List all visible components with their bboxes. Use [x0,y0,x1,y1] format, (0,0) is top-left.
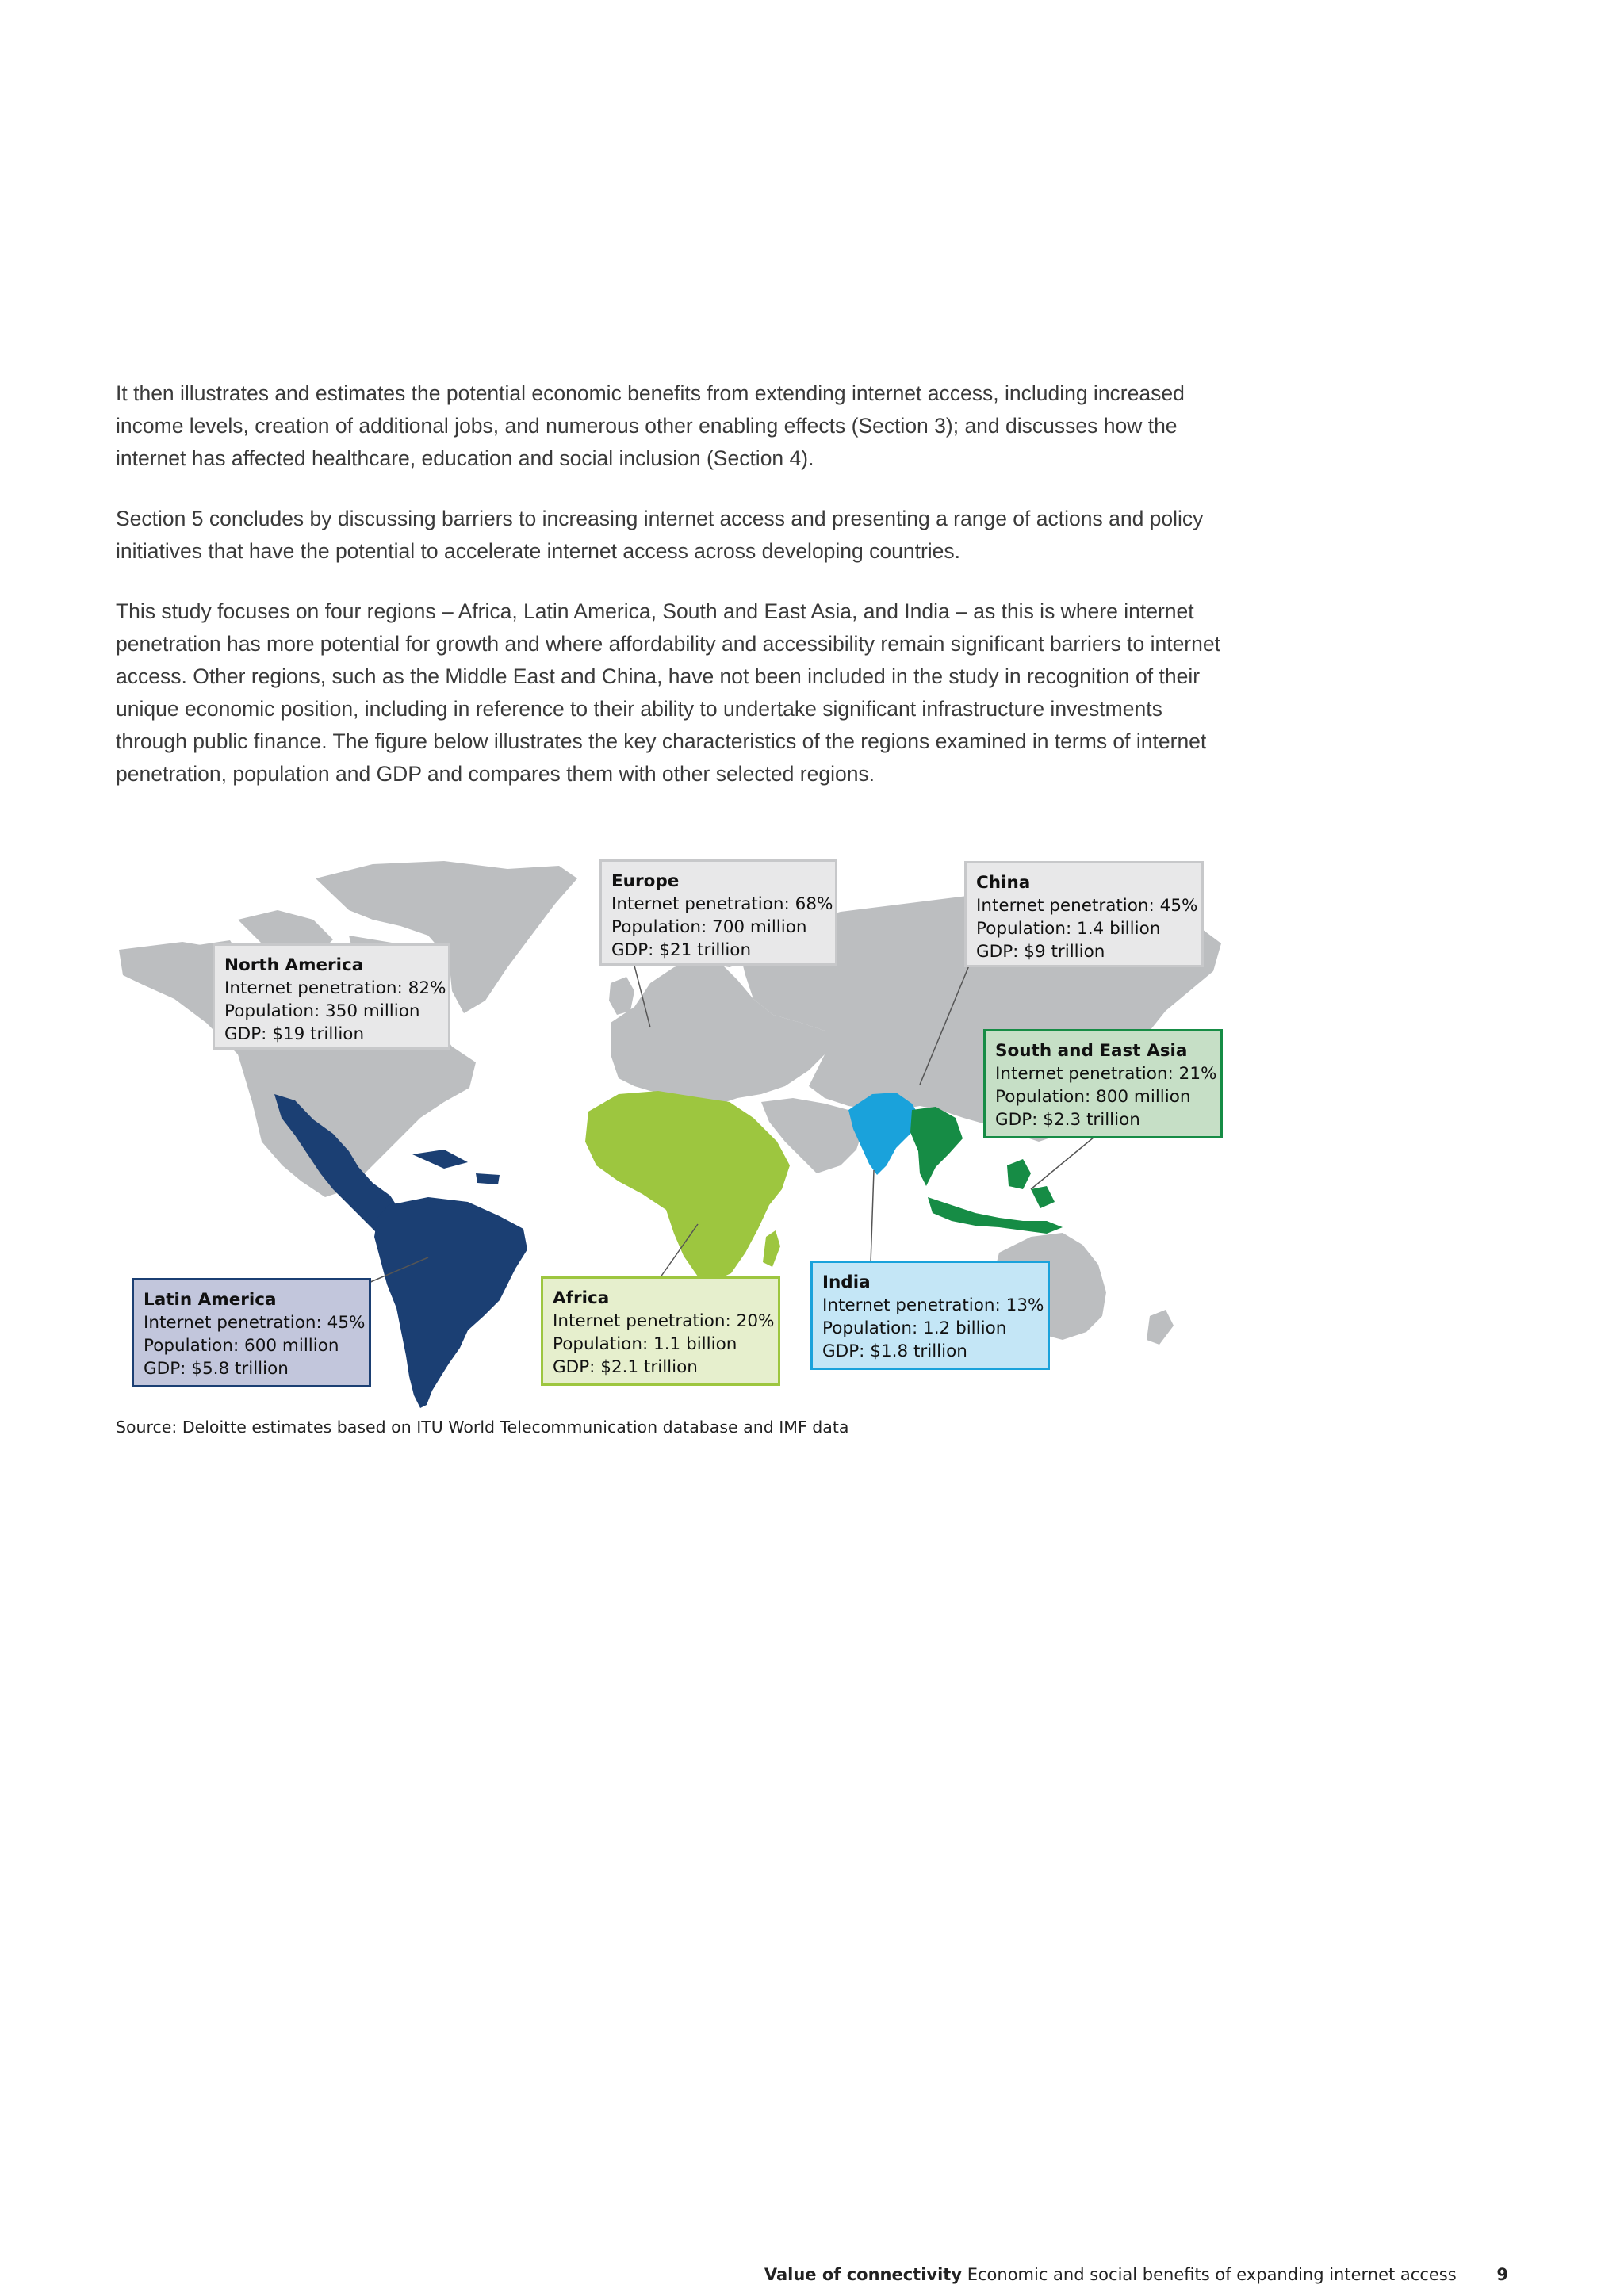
region-name: South and East Asia [995,1041,1188,1061]
region-name: North America [224,955,364,975]
region-gdp: GDP: $2.3 trillion [995,1110,1140,1130]
region-penetration: Internet penetration: 45% [144,1313,366,1333]
new-zealand-shape [1147,1310,1174,1345]
africa-shape [585,1091,790,1281]
latin-america-south-shape [374,1197,527,1408]
callout-latin-america [132,1278,371,1387]
region-gdp: GDP: $2.1 trillion [553,1357,698,1377]
page-number: 9 [1496,2265,1508,2284]
region-gdp: GDP: $19 trillion [224,1024,365,1044]
region-penetration: Internet penetration: 13% [822,1295,1044,1315]
paragraph-2: Section 5 concludes by discussing barriers to increasing internet access and presenting a range of actions and policy initiatives that have the potential to accelerate internet access across developing countries. [116,507,1204,563]
callout-india [810,1261,1050,1370]
madagascar-shape [763,1230,780,1267]
region-name: Europe [611,871,680,891]
region-population: Population: 350 million [224,1001,420,1021]
region-population: Population: 800 million [995,1087,1191,1107]
leader-india [871,1170,874,1264]
region-gdp: GDP: $21 trillion [611,940,752,960]
page-footer [764,2265,1508,2284]
footer-title: Value of connectivity [764,2265,963,2284]
uk-shape [609,977,634,1015]
india-shape [848,1093,921,1175]
region-population: Population: 700 million [611,917,807,937]
region-penetration: Internet penetration: 20% [553,1311,775,1331]
region-gdp: GDP: $5.8 trillion [144,1359,289,1379]
callout-china [964,861,1204,967]
region-name: Latin America [144,1290,277,1310]
callout-europe [599,859,837,966]
region-population: Population: 600 million [144,1336,339,1356]
region-penetration: Internet penetration: 68% [611,894,833,914]
region-penetration: Internet penetration: 21% [995,1064,1217,1084]
region-name: Africa [553,1288,610,1308]
region-penetration: Internet penetration: 82% [224,978,446,998]
region-name: China [976,873,1031,893]
region-gdp: GDP: $1.8 trillion [822,1341,967,1361]
figure-source: Source: Deloitte estimates based on ITU World Telecommunication database and IMF data [116,1418,849,1437]
callout-africa [541,1276,780,1386]
leader-south-east-asia [1031,1137,1094,1189]
callout-north-america [213,943,450,1050]
footer-subtitle: Economic and social benefits of expanding internet access [967,2265,1457,2284]
caribbean-shape [412,1150,500,1184]
paragraph-3: This study focuses on four regions – Africa, Latin America, South and East Asia, and India – as this is where internet penetration has more potential for growth and where affordability and accessibility remain significant barriers to internet access. Other regions, such as the Middle East and China, have not been included in the study in recognition of their unique economic position, including in reference to their ability to undertake significant infrastructure investments through public finance. The figure below illustrates the key characteristics of the regions examined in terms of internet penetration, population and GDP and compares them with other selected regions. [116,599,1220,786]
region-population: Population: 1.2 billion [822,1318,1007,1338]
region-penetration: Internet penetration: 45% [976,896,1198,916]
paragraph-1: It then illustrates and estimates the potential economic benefits from extending internet access, including increased income levels, creation of additional jobs, and numerous other enabling effects (Section 3); and discusses how the internet has affected healthcare, education and social inclusion (Section 4). [116,381,1185,470]
region-population: Population: 1.1 billion [553,1334,737,1354]
region-name: India [822,1272,871,1292]
region-gdp: GDP: $9 trillion [976,942,1105,962]
callout-south-east-asia [983,1029,1223,1138]
region-population: Population: 1.4 billion [976,919,1161,939]
